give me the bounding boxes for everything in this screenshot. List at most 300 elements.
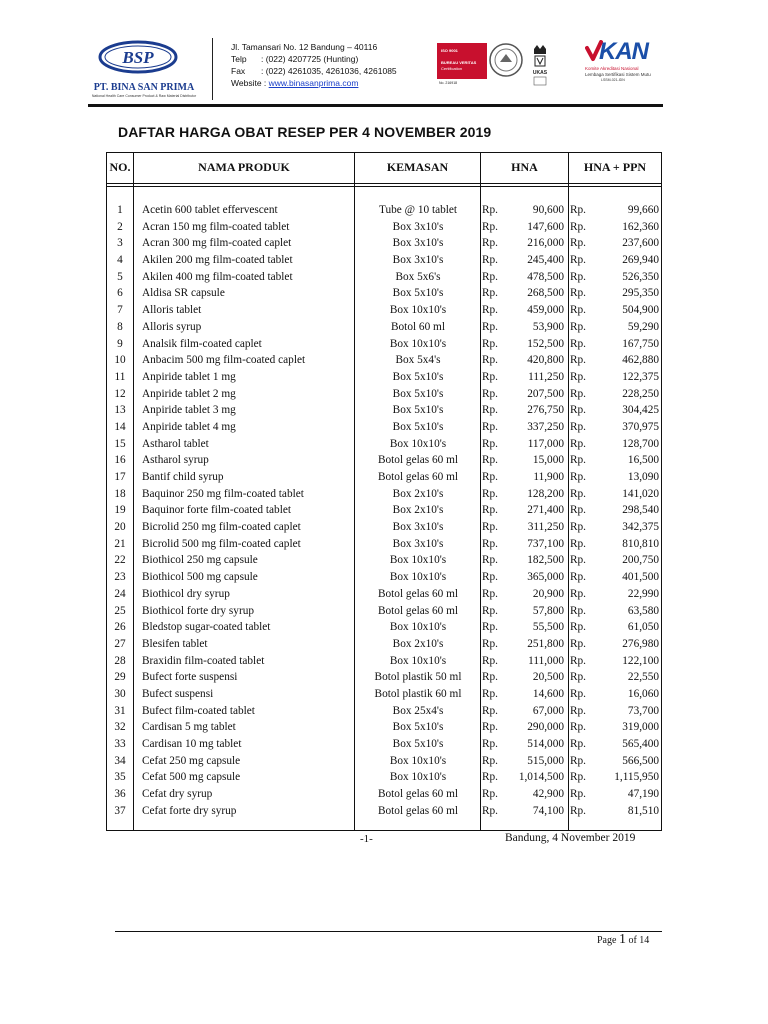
telp-line [231,53,397,65]
currency-label: Rp. [482,304,499,317]
currency-label: Rp. [482,587,499,600]
hna-price: 365,000 [527,571,564,584]
row-number: 15 [114,437,126,450]
product-name: Acran 150 mg film-coated tablet [142,220,290,233]
currency-label: Rp. [570,521,587,534]
row-number: 12 [114,387,126,400]
product-name: Akilen 200 mg film-coated tablet [142,254,293,267]
product-name: Bicrolid 500 mg film-coated caplet [142,537,301,550]
table-row [106,519,662,536]
packaging: Box 5x10's [392,287,444,300]
product-name: Bufect film-coated tablet [142,704,255,717]
hna-price: 53,900 [532,320,564,333]
hna-price: 459,000 [527,304,564,317]
hna-ppn-price: 269,940 [622,254,659,267]
footer-rule [115,931,662,932]
row-number: 11 [114,370,126,383]
packaging: Box 10x10's [389,571,447,584]
currency-label: Rp. [482,621,499,634]
hna-ppn-price: 122,375 [622,370,659,383]
packaging: Box 10x10's [389,554,447,567]
currency-label: Rp. [482,337,499,350]
product-name: Cefat forte dry syrup [142,804,237,817]
hna-price: 55,500 [532,621,564,634]
currency-label: Rp. [482,788,499,801]
col-header-hna: HNA [511,160,538,174]
hna-ppn-price: 526,350 [622,270,659,283]
col-header-hna-ppn: HNA + PPN [583,160,647,174]
hna-price: 11,900 [533,471,564,483]
row-number: 36 [114,788,126,801]
hna-price: 276,750 [527,404,564,417]
currency-label: Rp. [482,554,499,567]
ukas-text: UKAS [532,70,548,76]
hna-ppn-price: 276,980 [622,637,659,650]
table-row [106,603,662,620]
hna-price: 251,800 [527,637,564,650]
hna-ppn-price: 401,500 [622,571,659,584]
packaging: Botol gelas 60 ml [377,804,459,817]
hna-price: 337,250 [527,420,564,433]
currency-label: Rp. [482,771,499,784]
currency-label: Rp. [482,220,499,233]
currency-label: Rp. [570,571,587,584]
row-number: 14 [114,420,126,433]
packaging: Box 25x4's [392,704,444,717]
hna-price: 67,000 [532,704,564,717]
header-separator [106,183,662,184]
page-total: of 14 [628,935,650,946]
packaging: Box 5x10's [392,387,444,400]
page-label: Page [597,935,617,946]
packaging: Box 3x10's [392,537,444,550]
hna-ppn-price: 342,375 [622,521,659,534]
currency-label: Rp. [482,404,499,417]
product-name: Biothicol 250 mg capsule [142,554,258,567]
table-row [106,252,662,269]
product-name: Bledstop sugar-coated tablet [142,621,271,634]
currency-label: Rp. [482,704,499,717]
hna-price: 514,000 [527,738,564,750]
currency-label: Rp. [570,254,587,267]
currency-label: Rp. [570,420,587,433]
currency-label: Rp. [482,604,499,617]
product-name: Bantif child syrup [142,471,224,483]
currency-label: Rp. [482,671,499,684]
row-number: 17 [114,471,126,483]
logo-text: BSP [122,48,154,67]
product-name: Cefat 500 mg capsule [142,771,241,784]
hna-ppn-price: 73,700 [627,704,659,717]
row-number: 27 [114,637,126,650]
table-row [106,669,662,686]
company-name: PT. BINA SAN PRIMA [93,82,195,93]
website-label: Website : [231,78,267,88]
product-name: Cardisan 5 mg tablet [142,721,236,734]
packaging: Box 5x10's [392,738,444,750]
bsp-logo-icon [98,40,178,74]
table-row [106,285,662,302]
table-row [106,269,662,286]
currency-label: Rp. [482,504,499,517]
currency-label: Rp. [482,754,499,767]
currency-label: Rp. [570,721,587,734]
hna-ppn-price: 565,400 [622,738,659,750]
row-number: 1 [117,204,123,216]
packaging: Box 2x10's [392,504,444,517]
currency-label: Rp. [482,287,499,300]
cert-certification: Certification [441,66,463,71]
currency-label: Rp. [570,621,587,634]
hna-ppn-price: 1,115,950 [614,771,659,784]
row-number: 8 [117,320,123,333]
row-number: 34 [114,754,126,767]
packaging: Botol gelas 60 ml [377,471,459,483]
currency-label: Rp. [570,554,587,567]
row-number: 29 [114,671,126,684]
product-name: Anpiride tablet 4 mg [142,420,236,433]
table-row [106,502,662,519]
hna-price: 268,500 [527,287,564,300]
certification-badge [437,41,551,91]
table-row [106,552,662,569]
currency-label: Rp. [570,587,587,600]
header-separator [106,186,662,187]
product-name: Cefat dry syrup [142,788,213,801]
table-body [106,202,662,819]
currency-label: Rp. [570,320,587,333]
table-row [106,686,662,703]
packaging: Botol gelas 60 ml [377,454,459,467]
page-number: 1 [618,932,626,947]
hna-ppn-price: 237,600 [622,237,659,250]
product-name: Akilen 400 mg film-coated tablet [142,270,293,283]
hna-ppn-price: 319,000 [622,721,659,734]
hna-price: 311,250 [527,521,564,534]
table-row [106,235,662,252]
packaging: Box 3x10's [392,254,444,267]
currency-label: Rp. [570,220,587,233]
place-date: Bandung, 4 November 2019 [505,832,636,844]
row-number: 32 [114,721,126,734]
currency-label: Rp. [482,738,499,750]
hna-ppn-price: 298,540 [622,504,659,517]
cert-number: No. 216918 [439,81,458,85]
packaging: Box 3x10's [392,220,444,233]
product-name: Baquinor forte film-coated tablet [142,504,291,517]
currency-label: Rp. [482,804,499,817]
currency-label: Rp. [482,420,499,433]
product-name: Braxidin film-coated tablet [142,654,265,667]
table-row [106,803,662,820]
table-row [106,469,662,486]
currency-label: Rp. [570,754,587,767]
company-logo [88,36,200,98]
hna-ppn-price: 462,880 [622,354,659,367]
product-name: Alloris syrup [142,320,202,333]
currency-label: Rp. [482,571,499,584]
currency-label: Rp. [482,721,499,734]
header-divider [212,38,213,100]
currency-label: Rp. [570,454,587,467]
table-row [106,452,662,469]
col-header-no: NO. [109,160,131,174]
product-name: Alloris tablet [142,304,202,317]
table-row [106,786,662,803]
packaging: Box 3x10's [392,237,444,250]
table-row [106,736,662,753]
currency-label: Rp. [570,738,587,750]
row-number: 19 [114,504,126,517]
header-rule [88,104,663,107]
hna-ppn-price: 228,250 [622,387,659,400]
currency-label: Rp. [482,370,499,383]
currency-label: Rp. [482,521,499,534]
fax-value: : (022) 4261035, 4261036, 4261085 [261,66,397,76]
table-row [106,319,662,336]
website-line [231,77,397,89]
hna-ppn-price: 370,975 [622,420,659,433]
product-name: Biothicol forte dry syrup [142,604,255,617]
currency-label: Rp. [570,471,587,483]
row-number: 26 [114,621,126,634]
currency-label: Rp. [482,204,499,216]
hna-ppn-price: 200,750 [622,554,659,567]
product-name: Anpiride tablet 2 mg [142,387,236,400]
row-number: 25 [114,604,126,617]
hna-price: 20,500 [532,671,564,684]
currency-label: Rp. [482,537,499,550]
hna-ppn-price: 167,750 [622,337,659,350]
packaging: Box 5x10's [392,721,444,734]
table-row [106,202,662,219]
currency-label: Rp. [482,654,499,667]
hna-price: 111,250 [528,370,564,383]
table-row [106,486,662,503]
packaging: Box 10x10's [389,337,447,350]
currency-label: Rp. [482,454,499,467]
table-row [106,436,662,453]
currency-label: Rp. [570,604,587,617]
currency-label: Rp. [482,471,499,483]
hna-price: 207,500 [527,387,564,400]
currency-label: Rp. [482,437,499,450]
currency-label: Rp. [570,287,587,300]
hna-ppn-price: 13,090 [627,471,659,483]
hna-ppn-price: 295,350 [622,287,659,300]
hna-price: 216,000 [527,237,564,250]
row-number: 9 [117,337,123,350]
row-number: 3 [117,237,123,250]
product-name: Biothicol dry syrup [142,587,230,600]
packaging: Box 10x10's [389,304,447,317]
hna-price: 478,500 [527,270,564,283]
row-number: 20 [114,521,126,534]
hna-ppn-price: 504,900 [622,304,659,317]
packaging: Box 2x10's [392,637,444,650]
currency-label: Rp. [482,237,499,250]
table-row [106,352,662,369]
row-number: 35 [114,771,126,784]
company-tagline: National Health Care Consumer Product & Raw Material Distributor [91,94,197,98]
hna-ppn-price: 162,360 [622,220,659,233]
currency-label: Rp. [570,237,587,250]
packaging: Botol plastik 60 ml [374,687,462,700]
row-number: 33 [114,738,126,750]
table-row [106,769,662,786]
currency-label: Rp. [570,270,587,283]
product-name: Bufect forte suspensi [142,671,238,684]
hna-ppn-price: 122,100 [622,654,659,667]
product-name: Blesifen tablet [142,637,208,650]
hna-price: 515,000 [527,754,564,767]
row-number: 5 [117,270,123,283]
hna-price: 1,014,500 [518,771,564,784]
hna-price: 290,000 [527,721,564,734]
kan-line3: LSSM-021-IDN [601,78,625,82]
row-number: 2 [117,220,123,233]
hna-ppn-price: 22,990 [627,587,659,600]
letterhead [0,0,768,110]
table-row [106,753,662,770]
currency-label: Rp. [570,654,587,667]
currency-label: Rp. [482,387,499,400]
hna-ppn-price: 47,190 [627,788,659,801]
kan-wordmark: KAN [599,38,648,65]
fax-label: Fax [231,66,246,76]
kan-line1: Komite Akreditasi Nasional [585,66,639,71]
currency-label: Rp. [570,788,587,801]
hna-price: 90,600 [532,204,564,216]
fax-line [231,65,397,77]
product-name: Anbacim 500 mg film-coated caplet [142,354,306,367]
col-header-name: NAMA PRODUK [198,160,290,174]
hna-price: 182,500 [527,554,564,567]
product-name: Analsik film-coated caplet [142,337,262,350]
currency-label: Rp. [570,204,587,216]
row-number: 23 [114,571,126,584]
currency-label: Rp. [482,687,499,700]
table-row [106,336,662,353]
packaging: Box 10x10's [389,754,447,767]
packaging: Box 5x10's [392,404,444,417]
packaging: Botol gelas 60 ml [377,604,459,617]
packaging: Box 5x4's [395,354,441,367]
hna-ppn-price: 566,500 [622,754,659,767]
kan-logo [585,38,661,98]
packaging: Botol gelas 60 ml [377,587,459,600]
table-row [106,719,662,736]
product-name: Cefat 250 mg capsule [142,754,241,767]
product-name: Astharol tablet [142,437,209,450]
product-name: Bufect suspensi [142,687,214,700]
currency-label: Rp. [482,487,499,500]
packaging: Tube @ 10 tablet [378,204,458,216]
currency-label: Rp. [570,637,587,650]
product-name: Biothicol 500 mg capsule [142,571,258,584]
bureau-veritas-seal-icon [487,41,525,79]
table-row [106,619,662,636]
currency-label: Rp. [482,354,499,367]
row-number: 28 [114,654,126,667]
contact-block [231,41,397,89]
table-row [106,369,662,386]
ukas-crown-icon [529,43,551,89]
product-name: Anpiride tablet 3 mg [142,404,236,417]
packaging: Box 5x6's [395,270,441,283]
hna-ppn-price: 81,510 [627,804,659,817]
table-row [106,536,662,553]
currency-label: Rp. [570,537,587,550]
row-number: 24 [114,587,126,600]
table-row [106,402,662,419]
currency-label: Rp. [482,637,499,650]
product-name: Aldisa SR capsule [142,287,225,300]
table-row [106,653,662,670]
hna-price: 42,900 [532,788,564,801]
packaging: Box 10x10's [389,621,447,634]
packaging: Box 2x10's [392,487,444,500]
currency-label: Rp. [570,387,587,400]
hna-ppn-price: 99,660 [627,204,659,216]
hna-price: 128,200 [527,487,564,500]
hna-price: 20,900 [532,587,564,600]
product-name: Anpiride tablet 1 mg [142,370,236,383]
product-name: Cardisan 10 mg tablet [142,738,242,750]
table-row [106,419,662,436]
hna-price: 737,100 [527,537,564,550]
currency-label: Rp. [570,404,587,417]
row-number: 30 [114,687,126,700]
cert-bureau: BUREAU VERITAS [441,60,477,65]
currency-label: Rp. [570,370,587,383]
page-marker: -1- [360,833,373,845]
row-number: 37 [114,804,126,817]
kan-line2: Lembaga Sertifikasi Sistem Mutu [585,72,651,77]
packaging: Box 10x10's [389,437,447,450]
row-number: 7 [117,304,123,317]
row-number: 22 [114,554,126,567]
hna-price: 147,600 [527,220,564,233]
product-name: Bicrolid 250 mg film-coated caplet [142,521,301,534]
page-count [597,932,649,948]
table-row [106,586,662,603]
product-name: Baquinor 250 mg film-coated tablet [142,487,304,500]
row-number: 10 [114,354,126,367]
packaging: Box 5x10's [392,420,444,433]
telp-label: Telp [231,54,247,64]
currency-label: Rp. [570,304,587,317]
hna-ppn-price: 810,810 [622,537,659,550]
telp-value: : (022) 4207725 (Hunting) [261,54,359,64]
website-link[interactable]: www.binasanprima.com [268,78,359,88]
hna-ppn-price: 16,060 [627,687,659,700]
hna-price: 57,800 [532,604,564,617]
packaging: Box 5x10's [392,370,444,383]
hna-price: 15,000 [532,454,564,467]
hna-price: 111,000 [528,654,564,667]
table-row [106,703,662,720]
product-name: Astharol syrup [142,454,209,467]
cert-iso: ISO 9001 [441,48,458,53]
hna-ppn-price: 128,700 [622,437,659,450]
packaging: Box 10x10's [389,654,447,667]
table-row [106,219,662,236]
currency-label: Rp. [570,437,587,450]
table-row [106,386,662,403]
currency-label: Rp. [570,487,587,500]
currency-label: Rp. [482,254,499,267]
